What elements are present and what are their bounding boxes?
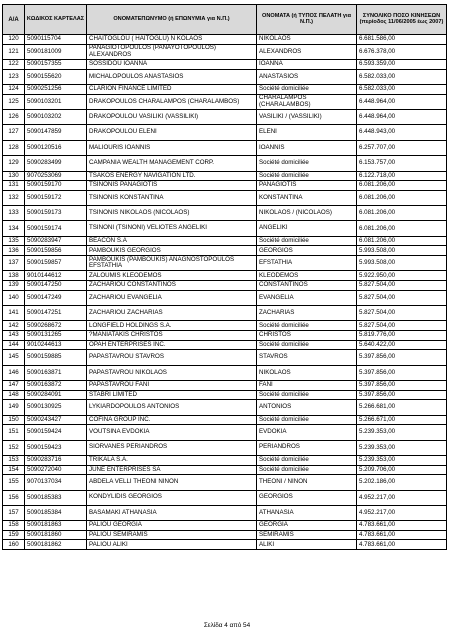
customer-type: Société domiciliée xyxy=(257,84,357,94)
row-number: 122 xyxy=(3,59,25,69)
accounts-table xyxy=(2,4,447,550)
row-number: 149 xyxy=(3,400,25,415)
row-number: 123 xyxy=(3,69,25,84)
account-code: 5090159170 xyxy=(25,181,87,191)
row-number: 129 xyxy=(3,156,25,171)
account-name: TSINONIS NIKOLAOS (NICOLAOS) xyxy=(87,206,257,221)
total-amount: 6.081.206,00 xyxy=(357,221,447,236)
total-amount: 5.397.856,00 xyxy=(357,380,447,390)
table-row xyxy=(3,171,447,181)
account-name: SOSSIDOU IOANNA xyxy=(87,59,257,69)
customer-type: ALEXANDROS xyxy=(257,44,357,59)
account-name: VOUTSINA EVDOKIA xyxy=(87,425,257,440)
customer-type: PERIANDROS xyxy=(257,440,357,455)
customer-type: Société domiciliée xyxy=(257,455,357,465)
total-amount: 4.783.661,00 xyxy=(357,530,447,540)
table-row xyxy=(3,206,447,221)
total-amount: 5.827.504,00 xyxy=(357,290,447,305)
table-row xyxy=(3,415,447,425)
table-row xyxy=(3,390,447,400)
customer-type: ATHANASIA xyxy=(257,505,357,520)
total-amount: 5.827.504,00 xyxy=(357,306,447,321)
row-number: 152 xyxy=(3,440,25,455)
table-row xyxy=(3,290,447,305)
table-row xyxy=(3,69,447,84)
total-amount: 6.122.718,00 xyxy=(357,171,447,181)
account-code: 5090120516 xyxy=(25,140,87,155)
account-code: 5090284091 xyxy=(25,390,87,400)
total-amount: 5.993.508,00 xyxy=(357,256,447,271)
table-row xyxy=(3,530,447,540)
document-page xyxy=(2,4,452,550)
account-name: COFINA GROUP INC. xyxy=(87,415,257,425)
row-number: 145 xyxy=(3,350,25,365)
customer-type: NIKOLAOS xyxy=(257,35,357,45)
row-number: 151 xyxy=(3,425,25,440)
total-amount: 6.081.206,00 xyxy=(357,190,447,205)
account-code: 5090159885 xyxy=(25,350,87,365)
account-name: BASAMAKI ATHANASIA xyxy=(87,505,257,520)
row-number: 146 xyxy=(3,365,25,380)
customer-type: Société domiciliée xyxy=(257,390,357,400)
table-row xyxy=(3,540,447,550)
customer-type: Société domiciliée xyxy=(257,171,357,181)
account-name: ZACHARIOU CONSTANTINOS xyxy=(87,281,257,291)
account-code: 5090157355 xyxy=(25,59,87,69)
account-code: 9010144612 xyxy=(25,271,87,281)
total-amount: 5.266.671,00 xyxy=(357,415,447,425)
row-number: 121 xyxy=(3,44,25,59)
table-row xyxy=(3,35,447,45)
table-row xyxy=(3,236,447,246)
row-number: 155 xyxy=(3,475,25,490)
account-name: STABRI LIMITED xyxy=(87,390,257,400)
total-amount: 6.448.964,00 xyxy=(357,94,447,109)
row-number: 135 xyxy=(3,236,25,246)
table-row xyxy=(3,321,447,331)
customer-type: CHRISTOS xyxy=(257,331,357,341)
account-code: 5090185384 xyxy=(25,505,87,520)
account-code: 5090272040 xyxy=(25,465,87,475)
customer-type: GEORGIA xyxy=(257,521,357,531)
account-name: TSINONIS PANAGIOTIS xyxy=(87,181,257,191)
row-number: 150 xyxy=(3,415,25,425)
account-code: 5090185383 xyxy=(25,490,87,505)
row-number: 130 xyxy=(3,171,25,181)
table-row xyxy=(3,84,447,94)
account-code: 5090268672 xyxy=(25,321,87,331)
table-row xyxy=(3,455,447,465)
account-name: PALIOU SEMIRAMIS xyxy=(87,530,257,540)
table-row xyxy=(3,350,447,365)
account-name: TSINONIS KONSTANTINA xyxy=(87,190,257,205)
account-code: 5090159424 xyxy=(25,425,87,440)
table-row xyxy=(3,306,447,321)
table-row xyxy=(3,465,447,475)
table-row xyxy=(3,440,447,455)
total-amount: 5.239.353,00 xyxy=(357,440,447,455)
account-name: PALIOU ALIKI xyxy=(87,540,257,550)
customer-type: EVDOKIA xyxy=(257,425,357,440)
account-code: 5090181009 xyxy=(25,44,87,59)
account-name: TSINONI (TSINONI) VELIOTES ANGELIKI xyxy=(87,221,257,236)
total-amount: 5.239.353,00 xyxy=(357,455,447,465)
total-amount: 5.993.508,00 xyxy=(357,246,447,256)
table-row xyxy=(3,156,447,171)
account-name: PAPASTAVROU FANI xyxy=(87,380,257,390)
account-name: PAMBOUKIS (PAMBOUKIS) ANAGNOSTOPOULOS EFSTATHIA xyxy=(87,256,257,271)
account-name: SIORVANES PERIANDROS xyxy=(87,440,257,455)
row-number: 136 xyxy=(3,246,25,256)
table-row xyxy=(3,521,447,531)
customer-type: IOANNA xyxy=(257,59,357,69)
account-code: 5090131265 xyxy=(25,331,87,341)
customer-type: PANAGIOTIS xyxy=(257,181,357,191)
table-row xyxy=(3,221,447,236)
customer-type: Société domiciliée xyxy=(257,340,357,350)
account-name: LONGFIELD HOLDINGS S.A. xyxy=(87,321,257,331)
row-number: 138 xyxy=(3,271,25,281)
account-name: ZACHARIOU ZACHARIAS xyxy=(87,306,257,321)
header-amount: ΣΥΝΟΛΙΚΟ ΠΟΣΟ ΚΙΝΗΣΕΩΝ (περίοδος 11/06/2005 έως 2007) xyxy=(357,5,447,35)
row-number: 141 xyxy=(3,306,25,321)
account-code: 5090243427 xyxy=(25,415,87,425)
row-number: 147 xyxy=(3,380,25,390)
customer-type: EVANGELIA xyxy=(257,290,357,305)
customer-type: Société domiciliée xyxy=(257,236,357,246)
account-name: JUNE ENTERPRISES SA xyxy=(87,465,257,475)
row-number: 144 xyxy=(3,340,25,350)
customer-type: FANI xyxy=(257,380,357,390)
account-name: PANAGIOTOPOULOS (PANAYOTOPOULOS) ALEXANDROS xyxy=(87,44,257,59)
total-amount: 5.397.856,00 xyxy=(357,365,447,380)
total-amount: 6.681.586,00 xyxy=(357,35,447,45)
customer-type: ANGELIKI xyxy=(257,221,357,236)
row-number: 125 xyxy=(3,94,25,109)
customer-type: ELENI xyxy=(257,125,357,140)
row-number: 160 xyxy=(3,540,25,550)
total-amount: 5.209.706,00 xyxy=(357,465,447,475)
account-code: 5090163872 xyxy=(25,380,87,390)
total-amount: 4.952.217,00 xyxy=(357,505,447,520)
header-name: ΟΝΟΜΑΤΕΠΩΝΥΜΟ (ή ΕΠΩΝΥΜΙΑ για Ν.Π.) xyxy=(87,5,257,35)
account-code: 5090181862 xyxy=(25,540,87,550)
table-row xyxy=(3,125,447,140)
customer-type: NIKOLAOS / (NICOLAOS) xyxy=(257,206,357,221)
customer-type: KLEODEMOS xyxy=(257,271,357,281)
account-code: 9070253069 xyxy=(25,171,87,181)
account-name: MALIOURIS IOANNIS xyxy=(87,140,257,155)
account-name: CHAITOGLOU ( HAITOGLU) N KOLAOS xyxy=(87,35,257,45)
account-code: 5090147859 xyxy=(25,125,87,140)
row-number: 158 xyxy=(3,521,25,531)
header-code: ΚΩΔΙΚΟΣ ΚΑΡΤΕΛΑΣ xyxy=(25,5,87,35)
account-code: 5090181860 xyxy=(25,530,87,540)
table-row xyxy=(3,281,447,291)
account-name: ?MANIATAKIS CHRISTOS xyxy=(87,331,257,341)
account-name: CAMPANIA WEALTH MANAGEMENT CORP. xyxy=(87,156,257,171)
customer-type: GEORGIOS xyxy=(257,246,357,256)
account-code: 5090159423 xyxy=(25,440,87,455)
row-number: 127 xyxy=(3,125,25,140)
row-number: 137 xyxy=(3,256,25,271)
total-amount: 5.819.776,00 xyxy=(357,331,447,341)
table-row xyxy=(3,44,447,59)
account-code: 5090103201 xyxy=(25,94,87,109)
account-code: 5090147249 xyxy=(25,290,87,305)
total-amount: 5.202.186,00 xyxy=(357,475,447,490)
account-code: 5090163871 xyxy=(25,365,87,380)
account-code: 5090147250 xyxy=(25,281,87,291)
account-code: 5090130925 xyxy=(25,400,87,415)
row-number: 139 xyxy=(3,281,25,291)
account-code: 9070137034 xyxy=(25,475,87,490)
account-name: ZALOUMIS KLEODEMOS xyxy=(87,271,257,281)
table-row xyxy=(3,59,447,69)
total-amount: 6.582.033,00 xyxy=(357,84,447,94)
table-row xyxy=(3,425,447,440)
total-amount: 5.922.950,00 xyxy=(357,271,447,281)
row-number: 140 xyxy=(3,290,25,305)
account-code: 5090283947 xyxy=(25,236,87,246)
total-amount: 6.676.378,00 xyxy=(357,44,447,59)
customer-type: KONSTANTINA xyxy=(257,190,357,205)
account-code: 5090283499 xyxy=(25,156,87,171)
total-amount: 6.448.943,00 xyxy=(357,125,447,140)
row-number: 126 xyxy=(3,109,25,124)
table-row xyxy=(3,190,447,205)
account-name: LYKIARDOPOULOS ANTONIOS xyxy=(87,400,257,415)
account-name: ABDELA VELLI THEONI NINON xyxy=(87,475,257,490)
total-amount: 6.081.206,00 xyxy=(357,206,447,221)
account-code: 5090115704 xyxy=(25,35,87,45)
account-name: PAPASTAVROU NIKOLAOS xyxy=(87,365,257,380)
table-row xyxy=(3,475,447,490)
row-number: 142 xyxy=(3,321,25,331)
table-row xyxy=(3,181,447,191)
row-number: 132 xyxy=(3,190,25,205)
table-row xyxy=(3,271,447,281)
customer-type: VASILIKI / (VASSILIKI) xyxy=(257,109,357,124)
account-name: DRAKOPOULOU VASILIKI (VASSILIKI) xyxy=(87,109,257,124)
table-row xyxy=(3,140,447,155)
row-number: 159 xyxy=(3,530,25,540)
account-code: 5090181863 xyxy=(25,521,87,531)
page-footer: Σελίδα 4 από 54 xyxy=(203,622,251,629)
row-number: 133 xyxy=(3,206,25,221)
customer-type: IOANNIS xyxy=(257,140,357,155)
account-name: MICHALOPOULOS ANASTASIOS xyxy=(87,69,257,84)
account-name: OPAH ENTERPRISES INC. xyxy=(87,340,257,350)
row-number: 157 xyxy=(3,505,25,520)
customer-type: NIKOLAOS xyxy=(257,365,357,380)
account-name: BEACON S.A xyxy=(87,236,257,246)
account-name: ZACHARIOU EVANGELIA xyxy=(87,290,257,305)
row-number: 134 xyxy=(3,221,25,236)
total-amount: 6.153.757,00 xyxy=(357,156,447,171)
account-name: DRAKOPOULOS CHARALAMPOS (CHARALAMBOS) xyxy=(87,94,257,109)
total-amount: 6.257.707,00 xyxy=(357,140,447,155)
account-name: PAMBOUKIS GEORGIOS xyxy=(87,246,257,256)
customer-type: CONSTANTINOS xyxy=(257,281,357,291)
customer-type: Société domiciliée xyxy=(257,156,357,171)
table-row xyxy=(3,380,447,390)
table-row xyxy=(3,94,447,109)
total-amount: 6.081.206,00 xyxy=(357,236,447,246)
customer-type: STAVROS xyxy=(257,350,357,365)
row-number: 128 xyxy=(3,140,25,155)
total-amount: 5.827.504,00 xyxy=(357,321,447,331)
table-row xyxy=(3,109,447,124)
total-amount: 6.081.206,00 xyxy=(357,181,447,191)
table-row xyxy=(3,246,447,256)
account-name: TRIKALA S.A. xyxy=(87,455,257,465)
table-row xyxy=(3,331,447,341)
total-amount: 5.827.504,00 xyxy=(357,281,447,291)
account-code: 5090159856 xyxy=(25,246,87,256)
customer-type: Société domiciliée xyxy=(257,465,357,475)
table-row xyxy=(3,340,447,350)
total-amount: 6.582.033,00 xyxy=(357,69,447,84)
account-name: CLARION FINANCE LIMITED xyxy=(87,84,257,94)
total-amount: 6.593.359,00 xyxy=(357,59,447,69)
account-name: TSAKOS ENERGY NAVIGATION LTD. xyxy=(87,171,257,181)
customer-type: Société domiciliée xyxy=(257,415,357,425)
total-amount: 5.397.856,00 xyxy=(357,390,447,400)
row-number: 124 xyxy=(3,84,25,94)
customer-type: ZACHARIAS xyxy=(257,306,357,321)
header-aa: Α/Α xyxy=(3,5,25,35)
total-amount: 5.266.681,00 xyxy=(357,400,447,415)
row-number: 154 xyxy=(3,465,25,475)
total-amount: 5.397.856,00 xyxy=(357,350,447,365)
table-row xyxy=(3,490,447,505)
customer-type: ANASTASIOS xyxy=(257,69,357,84)
account-code: 5090251256 xyxy=(25,84,87,94)
row-number: 143 xyxy=(3,331,25,341)
account-code: 5090159172 xyxy=(25,190,87,205)
total-amount: 4.783.661,00 xyxy=(357,521,447,531)
total-amount: 6.448.964,00 xyxy=(357,109,447,124)
row-number: 153 xyxy=(3,455,25,465)
header-type: ΟΝΟΜΑΤΑ (ή ΤΥΠΟΣ ΠΕΛΑΤΗ για Ν.Π.) xyxy=(257,5,357,35)
table-row xyxy=(3,400,447,415)
table-row xyxy=(3,365,447,380)
customer-type: ALIKI xyxy=(257,540,357,550)
account-code: 5090283716 xyxy=(25,455,87,465)
customer-type: THEONI / NINON xyxy=(257,475,357,490)
account-name: PAPASTAVROU STAVROS xyxy=(87,350,257,365)
customer-type: SEMIRAMIS xyxy=(257,530,357,540)
account-code: 5090159857 xyxy=(25,256,87,271)
table-body xyxy=(3,35,447,550)
row-number: 156 xyxy=(3,490,25,505)
account-code: 5090103202 xyxy=(25,109,87,124)
customer-type: CHARALAMPOS (CHARALAMBOS) xyxy=(257,94,357,109)
table-row xyxy=(3,505,447,520)
total-amount: 5.239.353,00 xyxy=(357,425,447,440)
total-amount: 4.952.217,00 xyxy=(357,490,447,505)
customer-type: GEORGIOS xyxy=(257,490,357,505)
account-code: 9010244613 xyxy=(25,340,87,350)
account-code: 5090147251 xyxy=(25,306,87,321)
total-amount: 5.640.422,00 xyxy=(357,340,447,350)
total-amount: 4.783.661,00 xyxy=(357,540,447,550)
row-number: 131 xyxy=(3,181,25,191)
account-name: KONDYLIDIS GEORGIOS xyxy=(87,490,257,505)
table-row xyxy=(3,256,447,271)
account-code: 5090159174 xyxy=(25,221,87,236)
account-code: 5090155620 xyxy=(25,69,87,84)
customer-type: ANTONIOS xyxy=(257,400,357,415)
customer-type: Société domiciliée xyxy=(257,321,357,331)
account-name: DRAKOPOULOU ELENI xyxy=(87,125,257,140)
table-header xyxy=(3,5,447,35)
account-name: PALIOU GEORGIA xyxy=(87,521,257,531)
customer-type: EFSTATHIA xyxy=(257,256,357,271)
account-code: 5090159173 xyxy=(25,206,87,221)
row-number: 148 xyxy=(3,390,25,400)
row-number: 120 xyxy=(3,35,25,45)
